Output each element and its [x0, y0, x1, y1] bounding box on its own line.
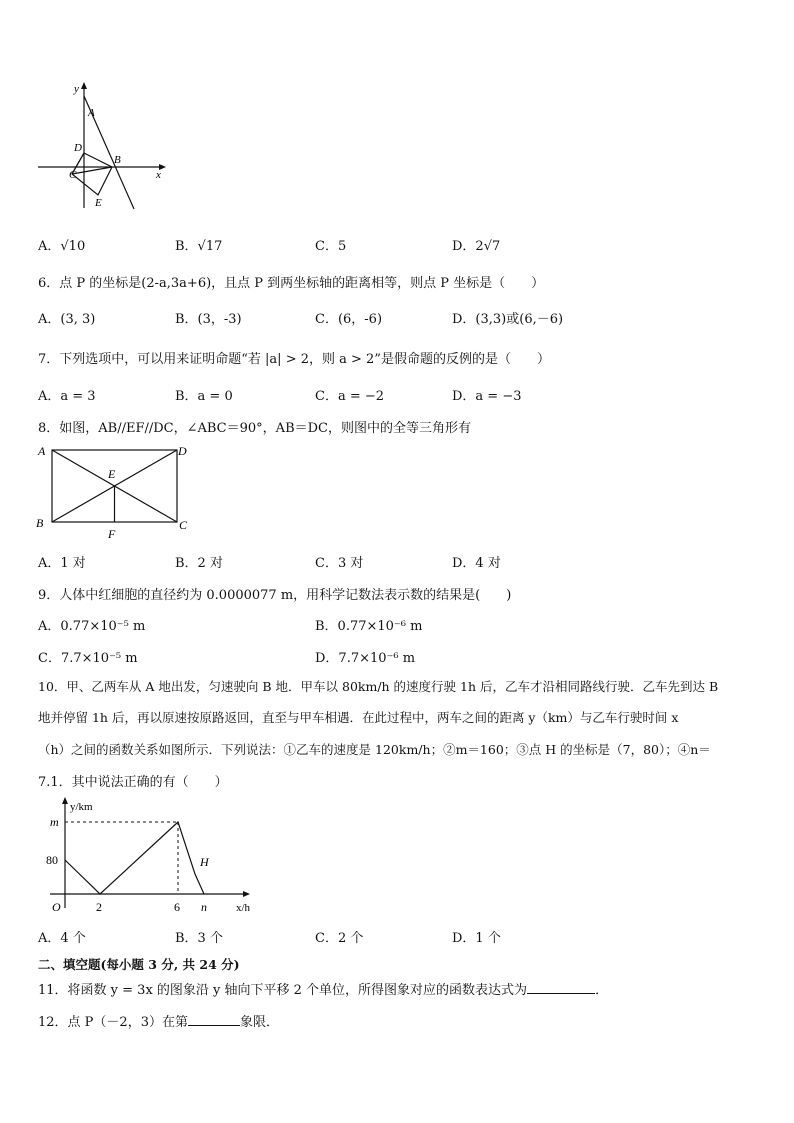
q11 [38, 979, 608, 998]
q8-figure [32, 440, 197, 542]
label-D: D [178, 444, 187, 458]
q12 [38, 1011, 279, 1030]
label-D: D [74, 142, 82, 154]
label-E: E [95, 197, 102, 209]
graph-xlabel: x/h [236, 902, 251, 914]
q9-stem: 9．人体中红细胞的直径约为 0.0000077 m，用科学记数法表示数的结果是( ) [38, 588, 512, 603]
q10-line2: 地并停留 1h 后，再以原速按原路返回，直至与甲车相遇．在此过程中，两车之间的距离 y（km）与乙车行驶时间 x [38, 710, 679, 725]
q8-option-d[interactable]: D．4 对 [452, 556, 501, 571]
graph-label-2: 2 [96, 900, 102, 914]
q9-option-a[interactable]: A．0.77×10⁻⁵ m [38, 619, 146, 634]
graph-label-80: 80 [46, 853, 58, 867]
label-F: F [108, 527, 116, 541]
q10-graph [40, 790, 265, 918]
graph-line [65, 822, 204, 894]
q12-answer-blank[interactable] [188, 1015, 240, 1026]
label-C: C [69, 169, 77, 181]
graph-label-O: O [52, 900, 61, 914]
label-A: A [88, 107, 95, 119]
q10-line4: 7.1．其中说法正确的有（ ） [38, 775, 228, 790]
label-E: E [108, 467, 116, 481]
label-B: B [114, 154, 121, 166]
graph-label-H: H [200, 855, 209, 869]
q10-option-b[interactable]: B．3 个 [175, 931, 223, 946]
label-A: A [38, 444, 46, 458]
graph-label-m: m [50, 815, 59, 829]
q9-option-d[interactable]: D．7.7×10⁻⁶ m [315, 651, 416, 666]
quad-DBEC [72, 153, 112, 195]
q10-line3: （h）之间的函数关系如图所示．下列说法：①乙车的速度是 120km/h；②m＝160；③点 H 的坐标是（7，80）；④n＝ [38, 742, 711, 757]
q11-answer-blank[interactable] [527, 983, 595, 994]
graph-x-arrow-icon [243, 891, 250, 897]
q9-option-b[interactable]: B．0.77×10⁻⁶ m [315, 619, 423, 634]
q5-option-c[interactable]: C．5 [315, 239, 347, 254]
graph-label-6: 6 [174, 900, 180, 914]
q5-figure [30, 78, 175, 213]
q12-text: 12．点 P（－2，3）在第 [38, 1015, 188, 1030]
q8-option-a[interactable]: A．1 对 [38, 556, 86, 571]
q6-option-c[interactable]: C．(6，-6) [315, 312, 383, 327]
q5-option-a[interactable]: A．√10 [38, 239, 86, 254]
graph-ylabel: y/km [70, 801, 93, 813]
q11-end: ． [595, 983, 609, 998]
q6-stem: 6．点 P 的坐标是(2-a,3a+6)，且点 P 到两坐标轴的距离相等，则点 P 坐标是（ ） [38, 276, 545, 291]
q11-text: 11．将函数 y = 3x 的图象沿 y 轴向下平移 2 个单位，所得图象对应的函数表达式为 [38, 983, 528, 998]
q8-option-c[interactable]: C．3 对 [315, 556, 364, 571]
q7-option-b[interactable]: B．a = 0 [175, 389, 233, 404]
label-B: B [36, 516, 44, 530]
q7-option-d[interactable]: D．a = −3 [452, 389, 522, 404]
label-x: x [156, 169, 161, 181]
q6-option-b[interactable]: B．(3，-3) [175, 312, 242, 327]
graph-y-arrow-icon [62, 797, 68, 804]
q8-option-b[interactable]: B．2 对 [175, 556, 223, 571]
section-2-heading: 二、填空题(每小题 3 分, 共 24 分) [38, 957, 240, 972]
q10-line1: 10．甲、乙两车从 A 地出发，匀速驶向 B 地．甲车以 80km/h 的速度行驶 1h 后，乙车才沿相同路线行驶．乙车先到达 B [38, 679, 719, 694]
graph-label-n: n [201, 900, 207, 914]
q7-option-c[interactable]: C．a = −2 [315, 389, 385, 404]
q10-option-a[interactable]: A．4 个 [38, 931, 86, 946]
q8-stem: 8．如图，AB//EF//DC，∠ABC＝90°，AB＝DC，则图中的全等三角形有 [38, 421, 471, 436]
label-C: C [179, 518, 188, 532]
q9-option-c[interactable]: C．7.7×10⁻⁵ m [38, 651, 138, 666]
q7-option-a[interactable]: A．a = 3 [38, 389, 96, 404]
q10-option-d[interactable]: D．1 个 [452, 931, 501, 946]
y-arrow-icon [81, 82, 87, 89]
segment-CB [72, 167, 112, 174]
label-y: y [74, 83, 79, 95]
q10-option-c[interactable]: C．2 个 [315, 931, 364, 946]
q6-option-d[interactable]: D．(3,3)或(6,－6) [452, 312, 564, 327]
q5-option-d[interactable]: D．2√7 [452, 239, 501, 254]
q6-option-a[interactable]: A．(3, 3) [38, 312, 96, 327]
q12-end: 象限． [239, 1015, 279, 1030]
q7-stem: 7．下列选项中，可以用来证明命题“若 |a| > 2，则 a > 2”是假命题的反例的是（ ） [38, 352, 550, 367]
q5-option-b[interactable]: B．√17 [175, 239, 223, 254]
